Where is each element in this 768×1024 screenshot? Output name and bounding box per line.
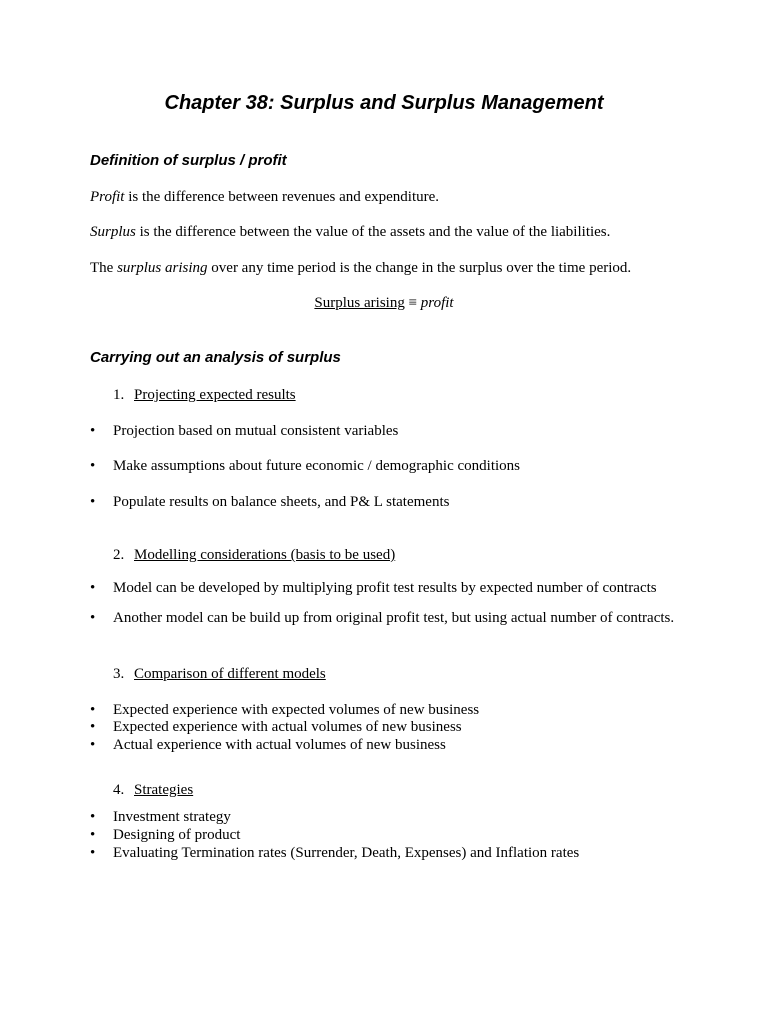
paragraph-surplus-arising-text: over any time period is the change in the surplus over the time period. xyxy=(207,260,632,276)
list-item-text: Designing of product xyxy=(113,827,241,843)
list-item xyxy=(90,809,231,826)
section-heading-analysis: Carrying out an analysis of surplus xyxy=(90,349,341,366)
equation-right: profit xyxy=(420,295,454,311)
item-number: 4. xyxy=(113,782,125,798)
term-surplus: Surplus xyxy=(90,224,136,240)
paragraph-surplus-arising-pre: The xyxy=(90,260,118,276)
item-number: 2. xyxy=(113,547,125,563)
list-item xyxy=(90,580,657,597)
paragraph-surplus xyxy=(90,224,610,241)
equation-symbol: ≡ xyxy=(404,295,421,311)
term-profit: Profit xyxy=(90,189,125,205)
list-item-text: Expected experience with actual volumes of new business xyxy=(113,719,462,735)
item-label: Modelling considerations (basis to be used) xyxy=(134,547,396,563)
paragraph-profit xyxy=(90,189,439,206)
paragraph-profit-text: is the difference between revenues and expenditure. xyxy=(124,189,440,205)
equation-left: Surplus arising xyxy=(314,295,405,311)
bullet-icon: • xyxy=(90,845,96,861)
list-item xyxy=(90,610,675,627)
list-item xyxy=(90,702,480,719)
bullet-icon: • xyxy=(90,702,96,718)
list-item-text: Model can be developed by multiplying profit test results by expected number of contracts xyxy=(113,580,657,596)
bullet-icon: • xyxy=(90,719,96,735)
list-item xyxy=(90,845,580,862)
bullet-icon: • xyxy=(90,827,96,843)
numbered-item-1 xyxy=(113,387,296,404)
list-item-text: Populate results on balance sheets, and P& L statements xyxy=(113,494,450,510)
list-item-text: Make assumptions about future economic / demographic conditions xyxy=(113,458,520,474)
term-surplus-arising: surplus arising xyxy=(117,260,208,276)
list-item xyxy=(90,827,241,844)
list-item xyxy=(90,494,450,511)
list-item xyxy=(90,737,446,754)
list-item-text: Expected experience with expected volumes of new business xyxy=(113,702,480,718)
numbered-item-4 xyxy=(113,782,193,799)
equation xyxy=(0,295,768,312)
item-label: Projecting expected results xyxy=(134,387,296,403)
bullet-icon: • xyxy=(90,423,96,439)
list-item-text: Another model can be build up from original profit test, but using actual number of contracts. xyxy=(113,610,675,626)
list-item xyxy=(90,458,520,475)
list-item xyxy=(90,423,399,440)
list-item-text: Projection based on mutual consistent variables xyxy=(113,423,399,439)
section-heading-definition: Definition of surplus / profit xyxy=(90,152,287,169)
page-title: Chapter 38: Surplus and Surplus Management xyxy=(164,92,604,114)
numbered-item-3 xyxy=(113,666,326,683)
list-item-text: Evaluating Termination rates (Surrender, Death, Expenses) and Inflation rates xyxy=(113,845,580,861)
item-number: 1. xyxy=(113,387,125,403)
bullet-icon: • xyxy=(90,458,96,474)
numbered-item-2 xyxy=(113,547,395,564)
paragraph-surplus-text: is the difference between the value of the assets and the value of the liabilities. xyxy=(135,224,611,240)
bullet-icon: • xyxy=(90,494,96,510)
item-label: Comparison of different models xyxy=(134,666,326,682)
item-number: 3. xyxy=(113,666,125,682)
list-item-text: Investment strategy xyxy=(113,809,231,825)
bullet-icon: • xyxy=(90,737,96,753)
bullet-icon: • xyxy=(90,809,96,825)
list-item-text: Actual experience with actual volumes of new business xyxy=(113,737,446,753)
bullet-icon: • xyxy=(90,610,96,626)
paragraph-surplus-arising xyxy=(90,260,631,277)
bullet-icon: • xyxy=(90,580,96,596)
item-label: Strategies xyxy=(134,782,194,798)
list-item xyxy=(90,719,462,736)
